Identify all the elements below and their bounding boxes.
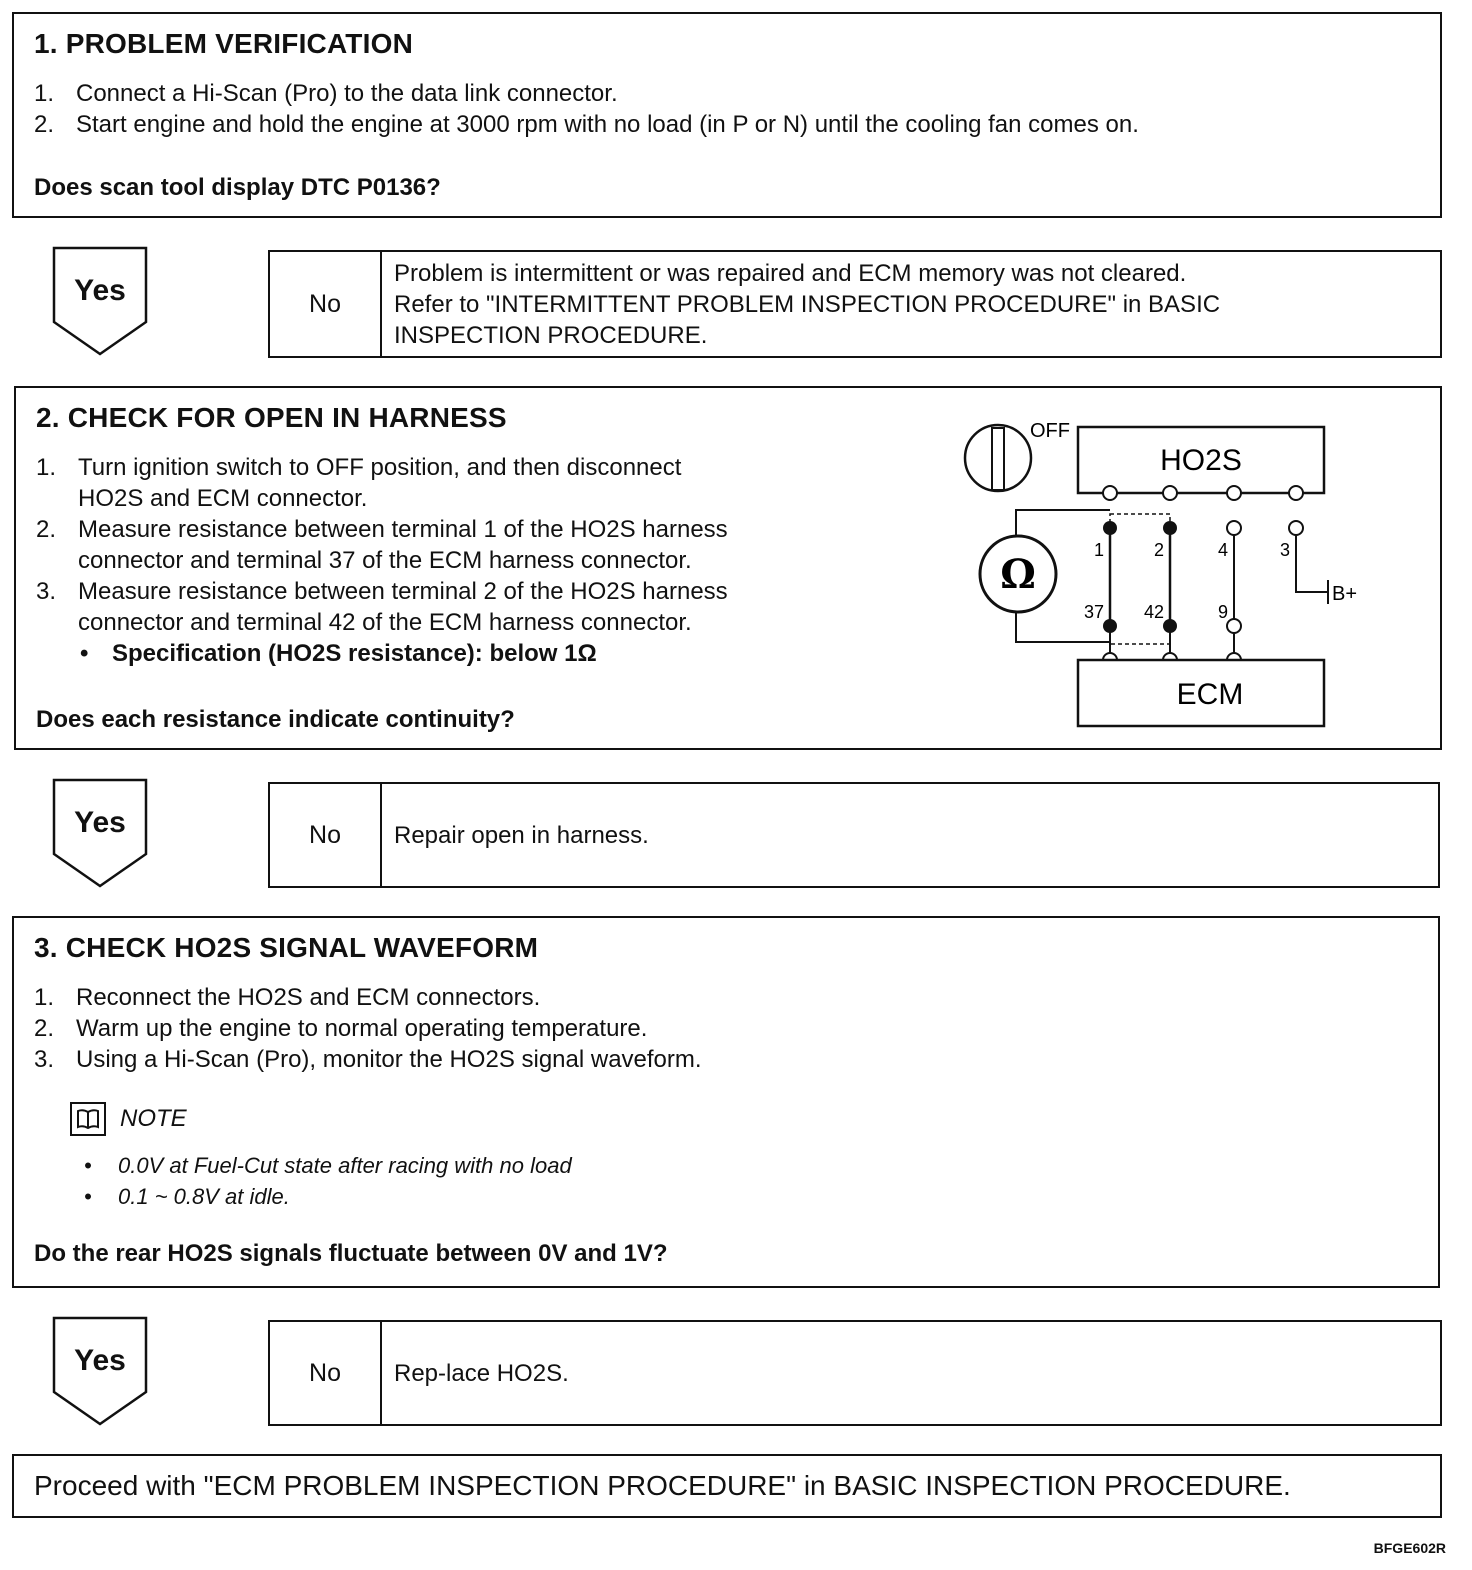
list-item: 1. Connect a Hi-Scan (Pro) to the data link connector. (34, 80, 618, 107)
switch-label: OFF (1030, 420, 1070, 442)
list-item: • 0.1 ~ 0.8V at idle. (84, 1184, 290, 1209)
supply-label: B+ (1332, 583, 1358, 605)
wiring-diagram (956, 410, 1376, 730)
ecm-label: ECM (1176, 678, 1244, 711)
list-item: 3. Measure resistance between terminal 2 of the HO2S harness connector and terminal 42 of the ECM harness connector. (36, 578, 728, 636)
no-box-1 (268, 250, 1442, 358)
terminal-label: 42 (1143, 602, 1164, 622)
step2-list (36, 452, 728, 669)
note-label: NOTE (120, 1105, 187, 1132)
step1-question: Does scan tool display DTC P0136? (34, 174, 441, 201)
step1-box (12, 12, 1442, 218)
ohm-symbol: Ω (1000, 551, 1036, 598)
list-item: 1. Turn ignition switch to OFF position, and then disconnect HO2S and ECM connector. (36, 454, 682, 512)
list-item: 1. Reconnect the HO2S and ECM connectors. (34, 984, 541, 1011)
ho2s-terminal-2 (1163, 486, 1177, 500)
step3-box (12, 916, 1440, 1288)
terminal-label: 37 (1083, 602, 1104, 622)
ho2s-label: HO2S (1160, 444, 1242, 477)
terminal-label: 1 (1093, 540, 1104, 560)
terminal-label: 9 (1217, 602, 1228, 622)
yes-arrow-3 (52, 1316, 148, 1426)
list-item: 2. Warm up the engine to normal operating temperature. (34, 1015, 648, 1042)
yes-arrow-2 (52, 778, 148, 888)
step2-question: Does each resistance indicate continuity? (36, 706, 515, 733)
yes-label-1: Yes (74, 274, 126, 307)
list-item: 2. Start engine and hold the engine at 3000 rpm with no load (in P or N) until the cooling fan comes on. (34, 111, 1139, 138)
no-label-1: No (270, 252, 382, 356)
list-item: • 0.0V at Fuel-Cut state after racing with no load (84, 1153, 572, 1178)
terminal-label: 3 (1279, 540, 1290, 560)
final-box (12, 1454, 1442, 1518)
yes-label-3: Yes (74, 1344, 126, 1377)
no-label-2: No (270, 784, 382, 886)
ignition-switch-icon (965, 425, 1031, 491)
step2-box (14, 386, 1442, 750)
figure-code: BFGE602R (1373, 1540, 1446, 1556)
no-box-2 (268, 782, 1440, 888)
yes-arrow-1 (52, 246, 148, 356)
ho2s-terminal-3 (1289, 486, 1303, 500)
ho2s-terminal-1 (1103, 486, 1117, 500)
no-label-3: No (270, 1322, 382, 1424)
step3-question: Do the rear HO2S signals fluctuate between 0V and 1V? (34, 1240, 668, 1267)
terminal-label: 2 (1153, 540, 1164, 560)
step3-list (34, 982, 702, 1075)
list-item: 2. Measure resistance between terminal 1 of the HO2S harness connector and terminal 37 of the ECM harness connector. (36, 516, 728, 574)
step1-title: 1. PROBLEM VERIFICATION (34, 28, 413, 59)
book-icon (70, 1102, 106, 1136)
list-item: 3. Using a Hi-Scan (Pro), monitor the HO2S signal waveform. (34, 1046, 702, 1073)
note-heading (70, 1102, 187, 1136)
step3-title: 3. CHECK HO2S SIGNAL WAVEFORM (34, 932, 539, 963)
no-text-3: Rep-lace HO2S. (394, 1360, 569, 1387)
spec-item: • Specification (HO2S resistance): below 1Ω (80, 640, 597, 667)
no-text-2: Repair open in harness. (394, 822, 649, 849)
no-box-3 (268, 1320, 1442, 1426)
no-text-1: Problem is intermittent or was repaired and ECM memory was not cleared. Refer to "INTERMITTENT PROBLEM INSPECTION PROCEDURE" in BASIC INSPECTION PROCEDURE. (394, 260, 1221, 349)
ho2s-terminal-4 (1227, 486, 1241, 500)
final-text: Proceed with "ECM PROBLEM INSPECTION PROCEDURE" in BASIC INSPECTION PROCEDURE. (34, 1470, 1291, 1501)
terminal-label: 4 (1217, 540, 1228, 560)
note-list (84, 1150, 572, 1212)
yes-label-2: Yes (74, 806, 126, 839)
step1-list (34, 78, 1139, 140)
step2-title: 2. CHECK FOR OPEN IN HARNESS (36, 402, 507, 433)
